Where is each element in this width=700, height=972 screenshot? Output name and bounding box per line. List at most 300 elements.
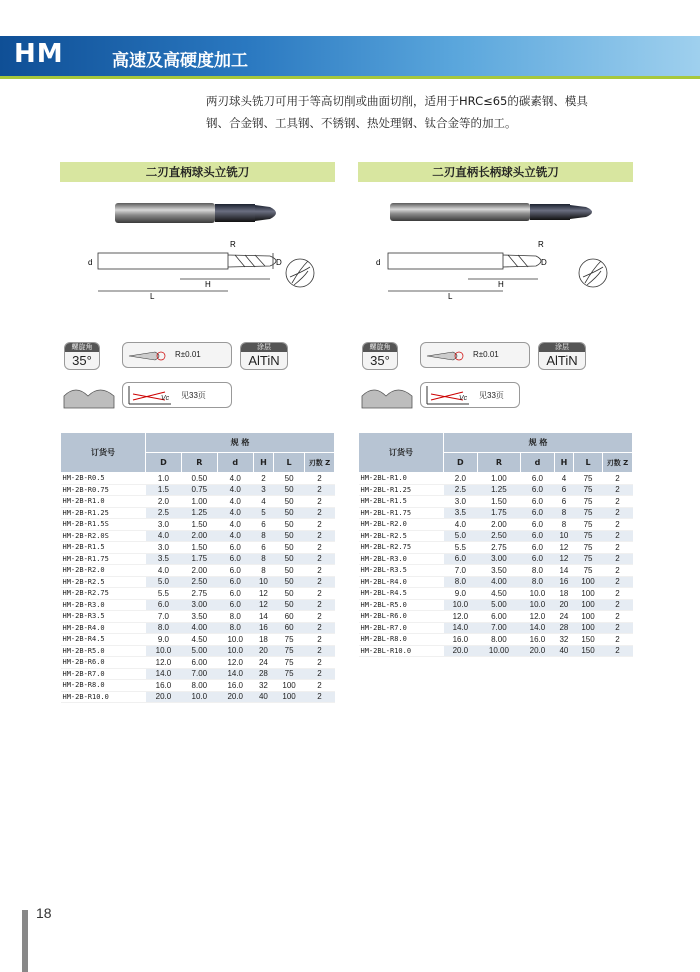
order-number-cell: HM-2BL-R2.0 — [359, 519, 444, 531]
spec-cell: 10.0 — [521, 599, 555, 611]
spec-cell: 8.0 — [521, 576, 555, 588]
spec-cell: 150 — [574, 645, 603, 657]
spec-cell: 100 — [574, 622, 603, 634]
order-number-cell: HM-2BL-R1.0 — [359, 473, 444, 485]
table-row — [359, 565, 633, 577]
spec-cell: 7.00 — [477, 622, 520, 634]
spec-cell: 9.0 — [444, 588, 478, 600]
spec-cell: 16.0 — [521, 634, 555, 646]
spec-cell: 2.0 — [146, 496, 182, 508]
spec-cell: 50 — [274, 496, 305, 508]
coating-badge: 涂层 AlTiN — [538, 342, 586, 370]
spec-cell: 2.75 — [181, 588, 217, 600]
order-number-cell: HM-2B-R1.75 — [61, 553, 146, 565]
spec-cell: 60 — [274, 611, 305, 623]
spec-cell: 5.00 — [477, 599, 520, 611]
spec-cell: 5.00 — [181, 645, 217, 657]
spec-cell: 75 — [574, 484, 603, 496]
spec-cell: 4.0 — [217, 484, 253, 496]
order-number-cell: HM-2B-R2.0 — [61, 565, 146, 577]
header-accent-line — [0, 76, 700, 79]
table-row — [359, 553, 633, 565]
dim-H: H — [205, 280, 211, 289]
spec-cell: 3.50 — [477, 565, 520, 577]
spec-cell: 4.0 — [217, 530, 253, 542]
spec-cell: 7.0 — [146, 611, 182, 623]
spec-cell: 16.0 — [217, 680, 253, 692]
spec-cell: 2 — [603, 611, 633, 623]
spec-cell: 6 — [554, 484, 573, 496]
spec-cell: 2 — [305, 565, 335, 577]
order-number-header: 订货号 — [359, 433, 444, 473]
table-row — [61, 507, 335, 519]
spec-cell: 4.0 — [217, 519, 253, 531]
order-number-cell: HM-2B-R5.0 — [61, 645, 146, 657]
spec-cell: 12.0 — [444, 611, 478, 623]
cutting-speed-badge: Vc 见33页 — [420, 382, 520, 408]
spec-header: 规 格 — [146, 433, 335, 453]
spec-cell: 2 — [305, 645, 335, 657]
spec-cell: 6 — [554, 496, 573, 508]
table-row — [61, 611, 335, 623]
spec-cell: 2 — [603, 553, 633, 565]
spec-cell: 2 — [603, 634, 633, 646]
spec-cell: 14.0 — [217, 668, 253, 680]
right-section-title: 二刃直柄长柄球头立铣刀 — [358, 162, 633, 182]
table-row — [61, 565, 335, 577]
table-row — [61, 634, 335, 646]
spec-cell: 2 — [253, 473, 274, 485]
spec-cell: 2 — [305, 611, 335, 623]
spec-cell: 1.5 — [146, 484, 182, 496]
spec-cell: 75 — [274, 657, 305, 669]
spec-cell: 1.25 — [181, 507, 217, 519]
spec-cell: 50 — [274, 484, 305, 496]
spec-cell: 18 — [253, 634, 274, 646]
left-section-title: 二刃直柄球头立铣刀 — [60, 162, 335, 182]
coating-badge: 涂层 AlTiN — [240, 342, 288, 370]
spec-cell: 150 — [574, 634, 603, 646]
spec-cell: 6.0 — [521, 519, 555, 531]
spec-cell: 6.0 — [521, 542, 555, 554]
spec-cell: 4.0 — [217, 507, 253, 519]
table-row — [61, 657, 335, 669]
spec-cell: 6.0 — [521, 553, 555, 565]
header-title: 高速及高硬度加工 — [112, 51, 248, 71]
spec-cell: 5.0 — [444, 530, 478, 542]
cross-section-icon — [286, 259, 314, 287]
order-number-cell: HM-2BL-R8.0 — [359, 634, 444, 646]
spec-cell: 2 — [603, 507, 633, 519]
table-row — [359, 588, 633, 600]
spec-cell: 14.0 — [444, 622, 478, 634]
spec-cell: 50 — [274, 588, 305, 600]
spec-cell: 75 — [574, 530, 603, 542]
spec-cell: 10.0 — [521, 588, 555, 600]
spec-cell: 2.00 — [477, 519, 520, 531]
column-header: R — [181, 453, 217, 473]
spec-cell: 4 — [554, 473, 573, 485]
spec-cell: 3.00 — [477, 553, 520, 565]
spec-cell: 75 — [574, 496, 603, 508]
table-row — [359, 496, 633, 508]
spec-cell: 2 — [305, 634, 335, 646]
order-number-cell: HM-2BL-R2.75 — [359, 542, 444, 554]
table-row — [61, 553, 335, 565]
spec-cell: 5.5 — [444, 542, 478, 554]
spec-cell: 4.0 — [146, 530, 182, 542]
order-number-cell: HM-2B-R0.5 — [61, 473, 146, 485]
spec-cell: 75 — [574, 565, 603, 577]
left-spec-table — [60, 432, 335, 703]
svg-text:R: R — [538, 240, 544, 249]
svg-text:H: H — [498, 280, 504, 289]
spec-cell: 2 — [603, 599, 633, 611]
table-row — [359, 542, 633, 554]
spec-cell: 2 — [305, 553, 335, 565]
spec-cell: 1.25 — [477, 484, 520, 496]
table-row — [61, 680, 335, 692]
header-code: HM — [14, 39, 64, 69]
spec-cell: 2 — [305, 668, 335, 680]
order-number-cell: HM-2BL-R4.0 — [359, 576, 444, 588]
spec-cell: 6.0 — [444, 553, 478, 565]
spec-cell: 2 — [603, 588, 633, 600]
order-number-cell: HM-2B-R1.25 — [61, 507, 146, 519]
spec-cell: 2 — [305, 691, 335, 703]
spec-cell: 2.0 — [444, 473, 478, 485]
cross-section-icon — [579, 259, 607, 287]
dim-R: R — [230, 240, 236, 249]
column-header: d — [521, 453, 555, 473]
header-band — [0, 36, 700, 76]
spec-cell: 16 — [554, 576, 573, 588]
spec-cell: 6.0 — [521, 484, 555, 496]
spec-cell: 60 — [274, 622, 305, 634]
spec-cell: 2 — [603, 576, 633, 588]
spec-cell: 5 — [253, 507, 274, 519]
table-row — [359, 634, 633, 646]
spec-cell: 32 — [554, 634, 573, 646]
spec-cell: 12.0 — [521, 611, 555, 623]
spec-cell: 14.0 — [146, 668, 182, 680]
column-header: 刃数 Z — [305, 453, 335, 473]
spec-cell: 8.0 — [217, 622, 253, 634]
order-number-cell: HM-2B-R10.0 — [61, 691, 146, 703]
table-row — [61, 484, 335, 496]
spec-cell: 75 — [574, 553, 603, 565]
spec-cell: 2 — [305, 519, 335, 531]
spec-cell: 24 — [554, 611, 573, 623]
spec-cell: 6.0 — [217, 599, 253, 611]
order-number-cell: HM-2BL-R2.5 — [359, 530, 444, 542]
table-row — [61, 530, 335, 542]
spec-cell: 100 — [574, 611, 603, 623]
spec-cell: 8.0 — [521, 565, 555, 577]
column-header: L — [574, 453, 603, 473]
order-number-cell: HM-2BL-R3.0 — [359, 553, 444, 565]
spec-cell: 16 — [253, 622, 274, 634]
spec-cell: 14.0 — [521, 622, 555, 634]
table-row — [359, 473, 633, 485]
column-header: L — [274, 453, 305, 473]
intro-text: 两刃球头铣刀可用于等高切削或曲面切削，适用于HRC≤65的碳素钢、模具 钢、合金钢、工具钢、不锈钢、热处理钢、钛合金等的加工。 — [206, 94, 588, 130]
tolerance-badge: R±0.01 — [122, 342, 232, 368]
spec-cell: 75 — [274, 634, 305, 646]
spec-cell: 2.5 — [146, 507, 182, 519]
spec-cell: 6.0 — [146, 599, 182, 611]
spec-cell: 0.75 — [181, 484, 217, 496]
spec-cell: 10 — [554, 530, 573, 542]
table-row — [359, 611, 633, 623]
spec-cell: 2 — [603, 622, 633, 634]
spec-cell: 20.0 — [444, 645, 478, 657]
spec-cell: 8.00 — [477, 634, 520, 646]
spec-cell: 100 — [574, 599, 603, 611]
spec-cell: 50 — [274, 576, 305, 588]
profile-machining-icon — [62, 380, 118, 412]
order-number-cell: HM-2BL-R10.0 — [359, 645, 444, 657]
spec-cell: 8.00 — [181, 680, 217, 692]
spec-cell: 2 — [305, 680, 335, 692]
table-row — [61, 645, 335, 657]
spec-cell: 14 — [554, 565, 573, 577]
spec-cell: 8 — [253, 565, 274, 577]
right-tool-drawing — [376, 195, 613, 305]
spec-cell: 50 — [274, 507, 305, 519]
order-number-cell: HM-2B-R1.0 — [61, 496, 146, 508]
spec-cell: 20 — [253, 645, 274, 657]
spec-cell: 9.0 — [146, 634, 182, 646]
spec-cell: 1.50 — [181, 542, 217, 554]
spec-cell: 6.0 — [521, 507, 555, 519]
spec-cell: 3.50 — [181, 611, 217, 623]
spec-cell: 75 — [574, 519, 603, 531]
spec-cell: 2 — [305, 657, 335, 669]
spec-cell: 12 — [554, 553, 573, 565]
spec-cell: 2 — [305, 507, 335, 519]
spec-cell: 6.0 — [521, 530, 555, 542]
spec-cell: 8 — [253, 530, 274, 542]
spec-cell: 2 — [305, 622, 335, 634]
order-number-cell: HM-2B-R4.0 — [61, 622, 146, 634]
spec-cell: 50 — [274, 565, 305, 577]
spec-header: 规 格 — [444, 433, 633, 453]
order-number-cell: HM-2B-R6.0 — [61, 657, 146, 669]
column-header: D — [146, 453, 182, 473]
order-number-cell: HM-2B-R0.75 — [61, 484, 146, 496]
table-row — [359, 622, 633, 634]
spec-cell: 4.0 — [217, 473, 253, 485]
helix-angle-badge: 螺旋角 35° — [64, 342, 100, 370]
spec-cell: 20.0 — [521, 645, 555, 657]
spec-cell: 2 — [603, 519, 633, 531]
spec-cell: 14 — [253, 611, 274, 623]
spec-cell: 100 — [574, 588, 603, 600]
spec-cell: 6.0 — [217, 565, 253, 577]
spec-cell: 50 — [274, 530, 305, 542]
spec-cell: 28 — [554, 622, 573, 634]
spec-cell: 3.5 — [146, 553, 182, 565]
table-row — [61, 576, 335, 588]
spec-cell: 8 — [554, 519, 573, 531]
tolerance-badge: R±0.01 — [420, 342, 530, 368]
spec-cell: 50 — [274, 542, 305, 554]
left-tool-drawing — [88, 195, 325, 305]
spec-cell: 2 — [305, 473, 335, 485]
spec-cell: 2 — [305, 576, 335, 588]
table-row — [359, 530, 633, 542]
table-row — [61, 599, 335, 611]
spec-cell: 10.0 — [181, 691, 217, 703]
table-row — [359, 599, 633, 611]
table-row — [359, 576, 633, 588]
spec-cell: 75 — [574, 507, 603, 519]
table-row — [61, 691, 335, 703]
spec-cell: 3.0 — [146, 519, 182, 531]
order-number-cell: HM-2B-R4.5 — [61, 634, 146, 646]
spec-cell: 3.00 — [181, 599, 217, 611]
dim-L: L — [150, 292, 155, 301]
spec-cell: 10 — [253, 576, 274, 588]
spec-cell: 8.0 — [217, 611, 253, 623]
spec-cell: 12.0 — [217, 657, 253, 669]
spec-cell: 8.0 — [444, 576, 478, 588]
table-row — [61, 496, 335, 508]
spec-cell: 18 — [554, 588, 573, 600]
spec-cell: 16.0 — [444, 634, 478, 646]
table-row — [61, 542, 335, 554]
spec-cell: 2 — [603, 473, 633, 485]
order-number-cell: HM-2BL-R5.0 — [359, 599, 444, 611]
spec-cell: 8 — [554, 507, 573, 519]
spec-cell: 2 — [305, 530, 335, 542]
spec-cell: 6.0 — [217, 588, 253, 600]
spec-cell: 10.00 — [477, 645, 520, 657]
spec-cell: 2 — [305, 496, 335, 508]
spec-cell: 10.0 — [146, 645, 182, 657]
spec-cell: 12 — [554, 542, 573, 554]
order-number-cell: HM-2B-R1.5S — [61, 519, 146, 531]
spec-cell: 3.0 — [146, 542, 182, 554]
spec-cell: 20.0 — [217, 691, 253, 703]
spec-cell: 100 — [274, 691, 305, 703]
spec-cell: 50 — [274, 599, 305, 611]
svg-text:d: d — [376, 258, 381, 267]
order-number-cell: HM-2B-R3.5 — [61, 611, 146, 623]
spec-cell: 12 — [253, 588, 274, 600]
spec-cell: 6.00 — [181, 657, 217, 669]
spec-cell: 12.0 — [146, 657, 182, 669]
order-number-cell: HM-2BL-R6.0 — [359, 611, 444, 623]
spec-cell: 7.0 — [444, 565, 478, 577]
spec-cell: 24 — [253, 657, 274, 669]
spec-cell: 4.0 — [217, 496, 253, 508]
spec-cell: 3 — [253, 484, 274, 496]
spec-cell: 2.50 — [477, 530, 520, 542]
column-header: H — [253, 453, 274, 473]
column-header: 刃数 Z — [603, 453, 633, 473]
page-side-bar — [22, 910, 28, 972]
spec-cell: 28 — [253, 668, 274, 680]
spec-cell: 1.0 — [146, 473, 182, 485]
spec-cell: 2.75 — [477, 542, 520, 554]
helix-angle-badge: 螺旋角 35° — [362, 342, 398, 370]
page-number: 18 — [36, 905, 52, 921]
spec-cell: 10.0 — [217, 645, 253, 657]
cutting-speed-badge: Vc 见33页 — [122, 382, 232, 408]
svg-text:L: L — [448, 292, 453, 301]
spec-cell: 1.00 — [477, 473, 520, 485]
order-number-cell: HM-2B-R8.0 — [61, 680, 146, 692]
table-row — [61, 519, 335, 531]
column-header: d — [217, 453, 253, 473]
table-row — [61, 622, 335, 634]
spec-cell: 16.0 — [146, 680, 182, 692]
spec-cell: 7.00 — [181, 668, 217, 680]
table-row — [359, 519, 633, 531]
spec-cell: 2 — [305, 542, 335, 554]
spec-cell: 2 — [603, 530, 633, 542]
order-number-cell: HM-2BL-R1.5 — [359, 496, 444, 508]
order-number-cell: HM-2BL-R4.5 — [359, 588, 444, 600]
spec-cell: 1.75 — [181, 553, 217, 565]
spec-cell: 75 — [574, 542, 603, 554]
order-number-cell: HM-2B-R2.0S — [61, 530, 146, 542]
spec-cell: 1.50 — [477, 496, 520, 508]
spec-cell: 3.5 — [444, 507, 478, 519]
spec-cell: 2 — [305, 599, 335, 611]
order-number-cell: HM-2B-R1.5 — [61, 542, 146, 554]
spec-cell: 4 — [253, 496, 274, 508]
spec-cell: 5.5 — [146, 588, 182, 600]
spec-cell: 4.0 — [444, 519, 478, 531]
spec-cell: 10.0 — [444, 599, 478, 611]
spec-cell: 20.0 — [146, 691, 182, 703]
spec-cell: 10.0 — [217, 634, 253, 646]
spec-cell: 2 — [603, 565, 633, 577]
profile-machining-icon — [360, 380, 416, 412]
table-row — [61, 588, 335, 600]
spec-cell: 6.0 — [521, 473, 555, 485]
spec-cell: 6.00 — [477, 611, 520, 623]
table-row — [359, 507, 633, 519]
spec-cell: 2.00 — [181, 565, 217, 577]
spec-cell: 100 — [574, 576, 603, 588]
spec-cell: 4.00 — [181, 622, 217, 634]
spec-cell: 20 — [554, 599, 573, 611]
order-number-header: 订货号 — [61, 433, 146, 473]
spec-cell: 40 — [554, 645, 573, 657]
spec-cell: 4.50 — [181, 634, 217, 646]
dim-d: d — [88, 258, 93, 267]
spec-cell: 6.0 — [217, 553, 253, 565]
spec-cell: 2 — [305, 588, 335, 600]
order-number-cell: HM-2BL-R3.5 — [359, 565, 444, 577]
spec-cell: 50 — [274, 473, 305, 485]
order-number-cell: HM-2B-R2.75 — [61, 588, 146, 600]
order-number-cell: HM-2BL-R7.0 — [359, 622, 444, 634]
order-number-cell: HM-2BL-R1.25 — [359, 484, 444, 496]
spec-cell: 4.00 — [477, 576, 520, 588]
spec-cell: 6 — [253, 519, 274, 531]
table-row — [61, 473, 335, 485]
spec-cell: 2.00 — [181, 530, 217, 542]
spec-cell: 2 — [603, 496, 633, 508]
spec-cell: 2.50 — [181, 576, 217, 588]
order-number-cell: HM-2B-R2.5 — [61, 576, 146, 588]
spec-cell: 4.50 — [477, 588, 520, 600]
